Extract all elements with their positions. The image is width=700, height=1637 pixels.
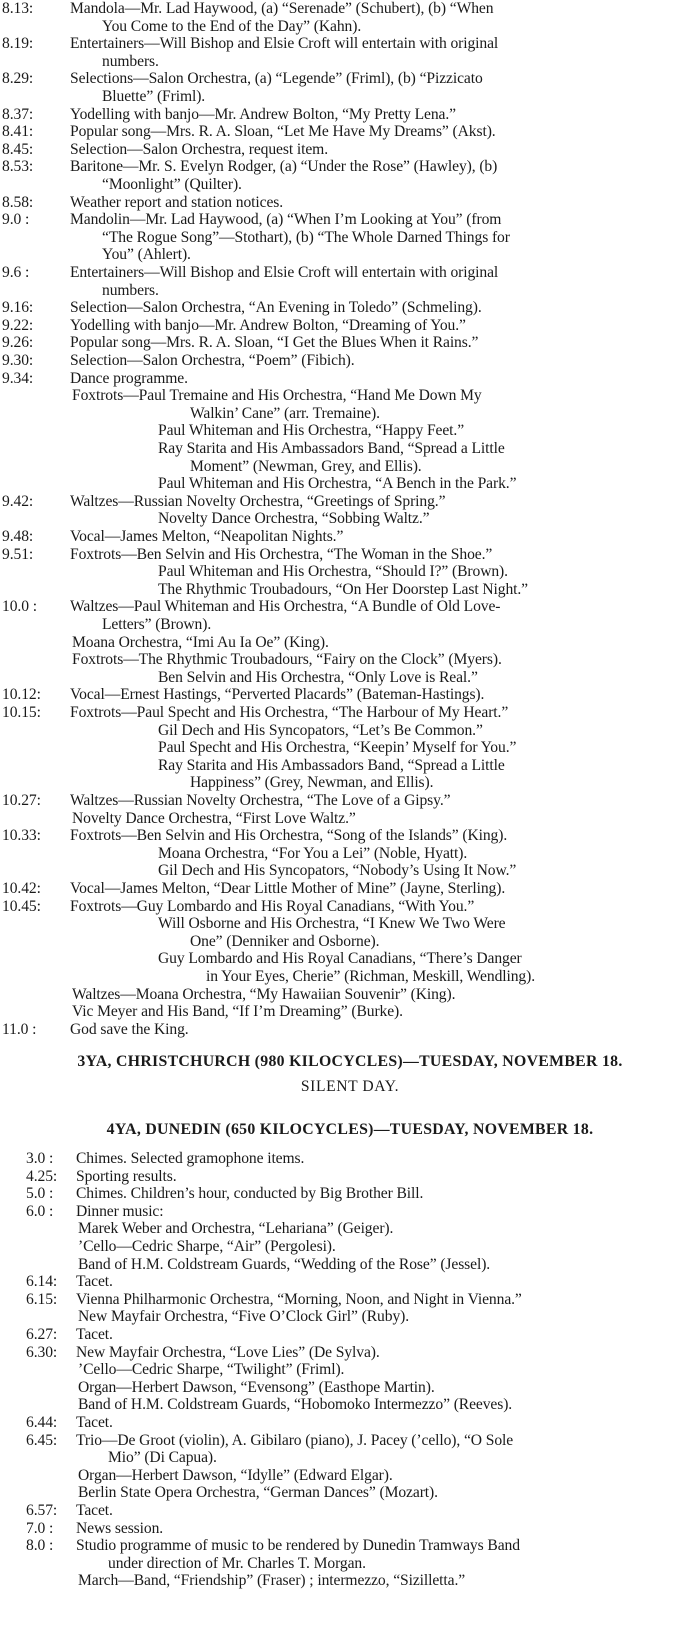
- entry-text: Ray Starita and His Ambassadors Band, “Spread a Little: [158, 440, 505, 457]
- programme-line: [0, 704, 700, 722]
- entry-text: Moana Orchestra, “For You a Lei” (Noble, Hyatt).: [158, 844, 468, 862]
- entry-text: Moana Orchestra, “Imi Au Ia Oe” (King).: [72, 633, 329, 651]
- time-label: 9.6 :: [2, 264, 30, 281]
- entry-text: Letters” (Brown).: [102, 616, 212, 633]
- entry-text: Berlin State Opera Orchestra, “German Dances” (Mozart).: [78, 1484, 438, 1502]
- time-label: 8.0 :: [26, 1537, 54, 1555]
- programme-line: [0, 1379, 700, 1397]
- entry-text: Waltzes—Moana Orchestra, “My Hawaiian Souvenir” (King).: [72, 985, 456, 1003]
- entry-text: “Moonlight” (Quilter).: [102, 176, 242, 193]
- entry-text: Dinner music:: [76, 1202, 164, 1220]
- time-label: 6.45:: [26, 1431, 58, 1449]
- entry-text: Gil Dech and His Syncopators, “Nobody’s Using It Now.”: [158, 862, 517, 880]
- entry-text: Vic Meyer and His Band, “If I’m Dreaming” (Burke).: [72, 1003, 403, 1021]
- entry-text: God save the King.: [70, 1020, 189, 1038]
- entry-text: Walkin’ Cane” (arr. Tremaine).: [190, 404, 380, 422]
- entry-text: Gil Dech and His Syncopators, “Let’s Be Common.”: [158, 721, 483, 739]
- programme-line: [0, 1273, 700, 1291]
- entry-text: Waltzes—Paul Whiteman and His Orchestra, “A Bundle of Old Love-: [70, 598, 501, 616]
- entry-text: Mandola—Mr. Lad Haywood, (a) “Serenade” (Schubert), (b) “When: [70, 0, 494, 17]
- programme-line: [0, 510, 700, 528]
- entry-text: Vienna Philharmonic Orchestra, “Morning, Noon, and Night in Vienna.”: [76, 1290, 522, 1308]
- time-label: 8.37:: [2, 105, 34, 123]
- programme-line: [0, 1021, 700, 1039]
- time-label: 6.27:: [26, 1326, 58, 1343]
- programme-line: [0, 458, 700, 476]
- programme-line: [0, 1432, 700, 1450]
- time-label: 10.15:: [2, 704, 41, 721]
- time-label: 9.51:: [2, 545, 34, 563]
- time-label: 5.0 :: [26, 1185, 54, 1203]
- programme-line: [0, 986, 700, 1004]
- programme-line: [0, 35, 700, 53]
- time-label: 10.12:: [2, 686, 41, 704]
- programme-line: [0, 581, 700, 599]
- entry-text: Happiness” (Grey, Newman, and Ellis).: [190, 774, 434, 792]
- time-label: 8.41:: [2, 123, 34, 141]
- programme-line: [0, 1502, 700, 1520]
- programme-line: [0, 950, 700, 968]
- programme-line: [0, 1291, 700, 1309]
- time-label: 9.48:: [2, 528, 34, 545]
- entry-text: Vocal—James Melton, “Neapolitan Nights.”: [70, 528, 344, 545]
- programme-line: [0, 880, 700, 898]
- entry-text: Guy Lombardo and His Royal Canadians, “There’s Danger: [158, 950, 522, 968]
- programme-line: [0, 158, 700, 176]
- programme-line: [0, 1220, 700, 1238]
- time-label: 10.45:: [2, 897, 41, 915]
- programme-line: [0, 211, 700, 229]
- programme-line: [0, 598, 700, 616]
- programme-line: [0, 563, 700, 581]
- programme-line: [0, 440, 700, 458]
- time-label: 8.29:: [2, 70, 34, 88]
- time-label: 6.14:: [26, 1273, 58, 1291]
- entry-text: Selection—Salon Orchestra, “Poem” (Fibich).: [70, 352, 355, 369]
- time-label: 9.22:: [2, 316, 34, 334]
- programme-line: [0, 370, 700, 388]
- entry-text: Foxtrots—Guy Lombardo and His Royal Canadians, “With You.”: [70, 897, 475, 915]
- entry-text: Organ—Herbert Dawson, “Idylle” (Edward Elgar).: [78, 1466, 393, 1484]
- time-label: 9.30:: [2, 352, 34, 369]
- programme-line: [0, 317, 700, 335]
- entry-text: Tacet.: [76, 1326, 113, 1343]
- programme-line: [0, 898, 700, 916]
- entry-text: Moment” (Newman, Grey, and Ellis).: [190, 457, 422, 475]
- entry-text: Trio—De Groot (violin), A. Gibilaro (piano), J. Pacey (’cello), “O Sole: [76, 1431, 514, 1449]
- programme-line: [0, 739, 700, 757]
- entry-text: Popular song—Mrs. R. A. Sloan, “Let Me Have My Dreams” (Akst).: [70, 123, 496, 141]
- entry-text: Band of H.M. Coldstream Guards, “Hobomoko Intermezzo” (Reeves).: [78, 1396, 513, 1414]
- entry-text: Vocal—Ernest Hastings, “Perverted Placards” (Bateman-Hastings).: [70, 686, 485, 704]
- programme-line: [0, 1467, 700, 1485]
- entry-text: Will Osborne and His Orchestra, “I Knew We Two Were: [158, 915, 506, 933]
- time-label: 8.58:: [2, 193, 34, 211]
- entry-text: Novelty Dance Orchestra, “Sobbing Waltz.”: [158, 510, 430, 528]
- entry-text: Selection—Salon Orchestra, “An Evening in Toledo” (Schmeling).: [70, 299, 482, 317]
- programme-line: [0, 933, 700, 951]
- programme-line: [0, 810, 700, 828]
- programme-line: [0, 53, 700, 71]
- entry-text: Tacet.: [76, 1273, 113, 1291]
- time-label: 10.27:: [2, 792, 41, 809]
- entry-text: Popular song—Mrs. R. A. Sloan, “I Get the Blues When it Rains.”: [70, 334, 479, 352]
- programme-line: [0, 493, 700, 511]
- entry-text: Mandolin—Mr. Lad Haywood, (a) “When I’m Looking at You” (from: [70, 211, 502, 229]
- programme-line: [0, 1003, 700, 1021]
- entry-text: You Come to the End of the Day” (Kahn).: [102, 17, 362, 35]
- station-heading-3ya: 3YA, CHRISTCHURCH (980 KILOCYCLES)—TUESDAY, NOVEMBER 18.: [77, 1053, 623, 1070]
- entry-text: Sporting results.: [76, 1167, 177, 1185]
- programme-line: [0, 194, 700, 212]
- programme-line: [0, 634, 700, 652]
- time-label: 6.57:: [26, 1502, 58, 1519]
- time-label: 3.0 :: [26, 1150, 54, 1167]
- entry-text: Paul Whiteman and His Orchestra, “Happy Feet.”: [158, 422, 465, 440]
- programme-line: [0, 1238, 700, 1256]
- entry-text: Yodelling with banjo—Mr. Andrew Bolton, “My Pretty Lena.”: [70, 105, 456, 123]
- programme-line: [0, 616, 700, 634]
- entry-text: Chimes. Selected gramophone items.: [76, 1150, 305, 1167]
- programme-line: [0, 1361, 700, 1379]
- programme-line: [0, 70, 700, 88]
- programme-line: [0, 475, 700, 493]
- entry-text: Waltzes—Russian Novelty Orchestra, “Greetings of Spring.”: [70, 492, 446, 510]
- time-label: 8.19:: [2, 35, 34, 53]
- entry-text: Ray Starita and His Ambassadors Band, “Spread a Little: [158, 756, 505, 774]
- programme-line: [0, 282, 700, 300]
- entry-text: ’Cello—Cedric Sharpe, “Twilight” (Friml).: [78, 1361, 345, 1379]
- time-label: 11.0 :: [2, 1020, 37, 1038]
- entry-text: Foxtrots—The Rhythmic Troubadours, “Fairy on the Clock” (Myers).: [72, 651, 502, 669]
- programme-line: [0, 1449, 700, 1467]
- programme-line: [0, 264, 700, 282]
- programme-line: [0, 528, 700, 546]
- entry-text: Selection—Salon Orchestra, request item.: [70, 140, 328, 158]
- programme-line: [0, 0, 700, 18]
- time-label: 9.34:: [2, 369, 34, 387]
- programme-line: [0, 827, 700, 845]
- time-label: 6.0 :: [26, 1202, 54, 1220]
- programme-line: [0, 1555, 700, 1573]
- time-label: 6.44:: [26, 1414, 58, 1431]
- station-heading-4ya: 4YA, DUNEDIN (650 KILOCYCLES)—TUESDAY, NOVEMBER 18.: [106, 1121, 594, 1138]
- entry-text: under direction of Mr. Charles T. Morgan.: [108, 1554, 366, 1572]
- entry-text: Tacet.: [76, 1502, 113, 1519]
- entry-text: New Mayfair Orchestra, “Five O’Clock Girl” (Ruby).: [78, 1308, 410, 1326]
- programme-line: [0, 88, 700, 106]
- entry-text: Foxtrots—Paul Tremaine and His Orchestra, “Hand Me Down My: [72, 387, 482, 405]
- programme-line: [0, 352, 700, 370]
- time-label: 8.45:: [2, 140, 34, 158]
- programme-line: [0, 1308, 700, 1326]
- programme-line: [0, 1168, 700, 1186]
- entry-text: ’Cello—Cedric Sharpe, “Air” (Pergolesi).: [78, 1238, 336, 1255]
- time-label: 10.0 :: [2, 598, 37, 616]
- programme-line: [0, 141, 700, 159]
- entry-text: Selections—Salon Orchestra, (a) “Legende” (Friml), (b) “Pizzicato: [70, 70, 483, 88]
- entry-text: Paul Whiteman and His Orchestra, “Should I?” (Brown).: [158, 563, 508, 581]
- programme-line: [0, 686, 700, 704]
- entry-text: Baritone—Mr. S. Evelyn Rodger, (a) “Under the Rose” (Hawley), (b): [70, 158, 498, 176]
- programme-line: [0, 18, 700, 36]
- programme-line: [0, 405, 700, 423]
- programme-line: [0, 651, 700, 669]
- entry-text: Chimes. Children’s hour, conducted by Big Brother Bill.: [76, 1185, 424, 1203]
- programme-line: [0, 1185, 700, 1203]
- time-label: 8.13:: [2, 0, 34, 17]
- entry-text: Foxtrots—Ben Selvin and His Orchestra, “The Woman in the Shoe.”: [70, 545, 493, 563]
- programme-line: [0, 1150, 700, 1168]
- time-label: 9.16:: [2, 299, 34, 317]
- time-label: 4.25:: [26, 1167, 58, 1185]
- programme-line: [0, 1520, 700, 1538]
- entry-text: Ben Selvin and His Orchestra, “Only Love is Real.”: [158, 668, 478, 686]
- programme-line: [0, 1344, 700, 1362]
- silent-day-note: SILENT DAY.: [300, 1078, 400, 1095]
- entry-text: New Mayfair Orchestra, “Love Lies” (De Sylva).: [76, 1343, 380, 1361]
- programme-line: [0, 334, 700, 352]
- programme-line: [0, 1326, 700, 1344]
- entry-text: Band of H.M. Coldstream Guards, “Wedding of the Rose” (Jessel).: [78, 1255, 491, 1273]
- entry-text: Bluette” (Friml).: [102, 88, 206, 105]
- programme-line: [0, 106, 700, 124]
- time-label: 10.33:: [2, 827, 41, 845]
- entry-text: Studio programme of music to be rendered by Dunedin Tramways Band: [76, 1537, 520, 1555]
- entry-text: Foxtrots—Paul Specht and His Orchestra, “The Harbour of My Heart.”: [70, 704, 509, 721]
- entry-text: Mio” (Di Capua).: [108, 1449, 217, 1467]
- programme-line: [0, 229, 700, 247]
- entry-text: The Rhythmic Troubadours, “On Her Doorstep Last Night.”: [158, 580, 528, 598]
- programme-line: [0, 546, 700, 564]
- entry-text: Weather report and station notices.: [70, 193, 284, 211]
- time-label: 6.15:: [26, 1290, 58, 1308]
- programme-line: [0, 862, 700, 880]
- programme-line: [0, 1537, 700, 1555]
- entry-text: in Your Eyes, Cherie” (Richman, Meskill, Wendling).: [206, 968, 536, 985]
- programme-line: [0, 757, 700, 775]
- programme-line: [0, 845, 700, 863]
- programme-line: [0, 774, 700, 792]
- programme-line: [0, 792, 700, 810]
- programme-line: [0, 1256, 700, 1274]
- programme-line: [0, 722, 700, 740]
- entry-text: Yodelling with banjo—Mr. Andrew Bolton, “Dreaming of You.”: [70, 316, 466, 334]
- programme-line: [0, 176, 700, 194]
- entry-text: “The Rogue Song”—Stothart), (b) “The Whole Darned Things for: [102, 228, 510, 246]
- entry-text: Dance programme.: [70, 369, 188, 387]
- programme-line: [0, 1396, 700, 1414]
- entry-text: Entertainers—Will Bishop and Elsie Croft will entertain with original: [70, 35, 499, 53]
- entry-text: Novelty Dance Orchestra, “First Love Waltz.”: [72, 809, 356, 827]
- entry-text: Paul Specht and His Orchestra, “Keepin’ Myself for You.”: [158, 739, 517, 757]
- programme-line: [0, 422, 700, 440]
- entry-text: One” (Denniker and Osborne).: [190, 932, 380, 950]
- programme-line: [0, 1572, 700, 1590]
- entry-text: Foxtrots—Ben Selvin and His Orchestra, “Song of the Islands” (King).: [70, 827, 508, 845]
- entry-text: News session.: [76, 1519, 164, 1537]
- entry-text: numbers.: [102, 52, 159, 70]
- entry-text: March—Band, “Friendship” (Fraser) ; intermezzo, “Sizilletta.”: [78, 1572, 466, 1590]
- programme-line: [0, 123, 700, 141]
- programme-line: [0, 968, 700, 986]
- time-label: 10.42:: [2, 880, 41, 897]
- entry-text: Waltzes—Russian Novelty Orchestra, “The Love of a Gipsy.”: [70, 792, 451, 809]
- programme-line: [0, 246, 700, 264]
- programme-line: [0, 1414, 700, 1432]
- entry-text: Organ—Herbert Dawson, “Evensong” (Easthope Martin).: [78, 1378, 435, 1396]
- time-label: 9.42:: [2, 492, 34, 510]
- time-label: 6.30:: [26, 1343, 58, 1361]
- programme-line: [0, 669, 700, 687]
- entry-text: Marek Weber and Orchestra, “Lehariana” (Geiger).: [78, 1220, 394, 1238]
- programme-line: [0, 387, 700, 405]
- programme-line: [0, 299, 700, 317]
- entry-text: You” (Ahlert).: [102, 246, 191, 264]
- entry-text: Entertainers—Will Bishop and Elsie Croft will entertain with original: [70, 264, 499, 281]
- entry-text: numbers.: [102, 281, 159, 299]
- entry-text: Paul Whiteman and His Orchestra, “A Bench in the Park.”: [158, 475, 517, 493]
- time-label: 8.53:: [2, 158, 34, 176]
- entry-text: Vocal—James Melton, “Dear Little Mother of Mine” (Jayne, Sterling).: [70, 880, 506, 897]
- time-label: 7.0 :: [26, 1519, 54, 1537]
- programme-line: [0, 1484, 700, 1502]
- time-label: 9.26:: [2, 334, 34, 352]
- programme-line: [0, 1203, 700, 1221]
- programme-line: [0, 915, 700, 933]
- time-label: 9.0 :: [2, 211, 30, 229]
- entry-text: Tacet.: [76, 1414, 113, 1431]
